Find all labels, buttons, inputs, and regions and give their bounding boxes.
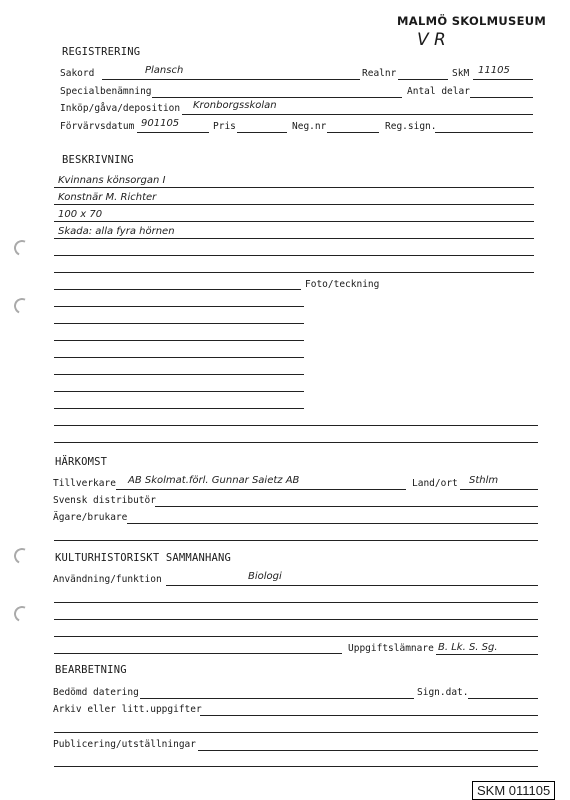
arkiv-label: Arkiv eller litt.uppgifter <box>53 704 202 715</box>
forvarvsdatum-value: 901105 <box>141 118 180 129</box>
pris-label: Pris <box>213 121 236 132</box>
regsign-label: Reg.sign. <box>385 121 437 132</box>
regsign-line <box>435 132 533 133</box>
distributor-label: Svensk distributör <box>53 495 156 506</box>
land-ort-line <box>460 489 538 490</box>
beskrivning-rule <box>54 425 538 426</box>
agare-brukare-line <box>127 523 538 524</box>
tillverkare-line <box>116 489 406 490</box>
forvarvsdatum-line <box>137 132 209 133</box>
publicering-label: Publicering/utställningar <box>53 739 196 750</box>
beskrivning-line-1: Kvinnans könsorgan I <box>58 175 166 186</box>
realnr-label: Realnr <box>362 68 397 79</box>
publicering-line <box>198 750 538 751</box>
museum-name: MALMÖ SKOLMUSEUM <box>397 14 547 28</box>
section-heading-registrering: REGISTRERING <box>62 46 141 58</box>
agare-brukare-label: Ägare/brukare <box>53 512 128 523</box>
section-heading-bearbetning: BEARBETNING <box>55 664 127 676</box>
skm-value: 11105 <box>478 65 510 76</box>
realnr-line <box>398 79 448 80</box>
antal-delar-line <box>470 97 533 98</box>
beskrivning-short-rule <box>54 340 304 341</box>
punch-hole <box>12 546 33 567</box>
specialbenamning-label: Specialbenämning <box>60 86 152 97</box>
anvandning-line <box>166 585 538 586</box>
uppgiftslamnare-label: Uppgiftslämnare <box>348 643 434 654</box>
anvandning-value: Biologi <box>248 571 282 582</box>
beskrivning-rule <box>54 442 538 443</box>
tillverkare-label: Tillverkare <box>53 478 116 489</box>
beskrivning-line-4: Skada: alla fyra hörnen <box>58 226 175 237</box>
beskrivning-short-rule <box>54 323 304 324</box>
signdat-line <box>468 698 538 699</box>
inkop-line <box>182 114 533 115</box>
land-ort-value: Sthlm <box>469 475 499 486</box>
beskrivning-rule <box>54 238 534 239</box>
sakord-value: Plansch <box>145 65 184 76</box>
anvandning-label: Användning/funktion <box>53 574 162 585</box>
kultur-rule <box>54 602 538 603</box>
beskrivning-short-rule <box>54 391 304 392</box>
section-heading-beskrivning: BESKRIVNING <box>62 154 134 166</box>
negnr-line <box>327 132 379 133</box>
foto-teckning-label: Foto/teckning <box>305 279 380 290</box>
tillverkare-value: AB Skolmat.förl. Gunnar Saietz AB <box>128 475 300 486</box>
uppgiftslamnare-value: B. Lk. S. Sg. <box>438 642 498 653</box>
beskrivning-rule <box>54 272 534 273</box>
datering-label: Bedömd datering <box>53 687 139 698</box>
punch-hole <box>12 604 33 625</box>
catalogue-id-stamp: SKM 011105 <box>472 781 555 800</box>
handwritten-mark: V R <box>417 30 446 50</box>
specialbenamning-line <box>152 97 402 98</box>
kultur-rule <box>54 619 538 620</box>
skm-line <box>473 79 533 80</box>
uppgiftslamnare-line <box>436 654 538 655</box>
beskrivning-short-rule <box>54 357 304 358</box>
kultur-rule <box>54 653 342 654</box>
forvarvsdatum-label: Förvärvsdatum <box>60 121 135 132</box>
beskrivning-rule <box>54 204 534 205</box>
bearbetning-rule <box>54 766 538 767</box>
beskrivning-rule <box>54 255 534 256</box>
beskrivning-short-rule <box>54 306 304 307</box>
negnr-label: Neg.nr <box>292 121 327 132</box>
antal-delar-label: Antal delar <box>407 86 470 97</box>
distributor-line <box>155 506 538 507</box>
harkomst-rule <box>54 540 538 541</box>
beskrivning-rule <box>54 187 534 188</box>
skm-label: SkM <box>452 68 470 79</box>
bearbetning-rule <box>54 732 538 733</box>
punch-hole <box>12 296 33 317</box>
kultur-rule <box>54 636 538 637</box>
arkiv-line <box>200 715 538 716</box>
section-heading-kultur: KULTURHISTORISKT SAMMANHANG <box>55 552 232 564</box>
land-ort-label: Land/ort <box>412 478 458 489</box>
beskrivning-short-rule <box>54 374 304 375</box>
beskrivning-rule <box>54 289 301 290</box>
sakord-label: Sakord <box>60 68 95 79</box>
inkop-label: Inköp/gåva/deposition <box>60 103 181 114</box>
inkop-value: Kronborgsskolan <box>193 100 277 111</box>
beskrivning-short-rule <box>54 408 304 409</box>
signdat-label: Sign.dat. <box>417 687 469 698</box>
beskrivning-rule <box>54 221 534 222</box>
beskrivning-line-3: 100 x 70 <box>58 209 103 220</box>
datering-line <box>140 698 414 699</box>
beskrivning-line-2: Konstnär M. Richter <box>58 192 157 203</box>
pris-line <box>237 132 287 133</box>
section-heading-harkomst: HÄRKOMST <box>55 456 108 468</box>
punch-hole <box>12 238 33 259</box>
sakord-line <box>102 79 360 80</box>
